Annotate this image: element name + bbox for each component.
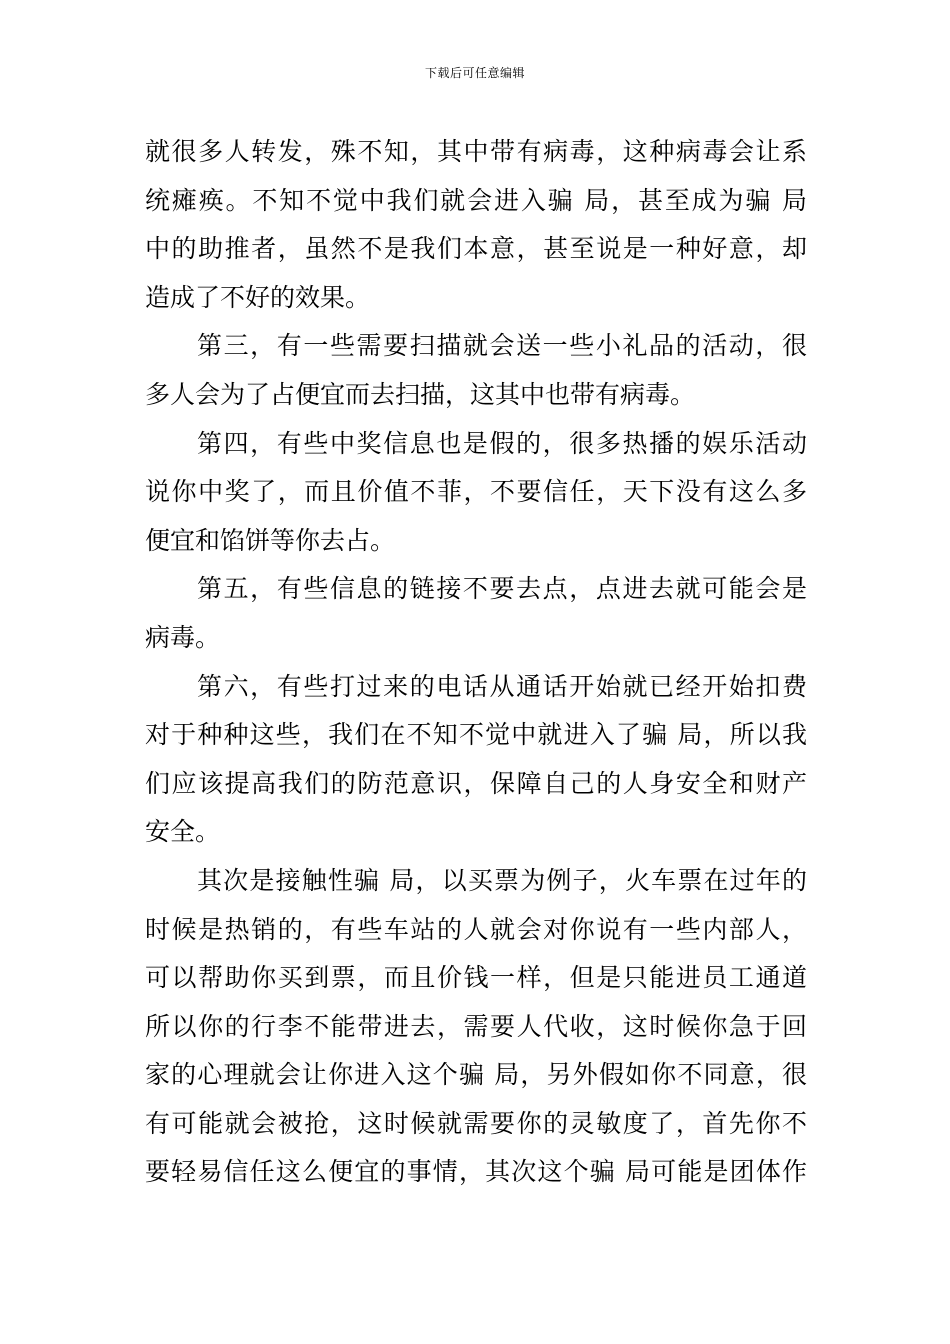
text-line: 有可能就会被抢，这时候就需要你的灵敏度了，首先你不: [145, 1108, 807, 1138]
page-header: 下载后可任意编辑: [424, 66, 525, 80]
text-line: 就很多人转发，殊不知，其中带有病毒，这种病毒会让系: [145, 137, 807, 166]
text-line: 便宜和馅饼等你去占。: [145, 525, 396, 555]
text-line: 们应该提高我们的防范意识，保障自己的人身安全和财产: [145, 768, 807, 798]
text-line: 家的心理就会让你进入这个骗 局，另外假如你不同意，很: [145, 1060, 807, 1090]
text-line: 要轻易信任这么便宜的事情，其次这个骗 局可能是团体作: [145, 1157, 807, 1187]
text-line: 可以帮助你买到票，而且价钱一样，但是只能进员工通道: [145, 963, 807, 993]
text-line: 病毒。: [145, 622, 221, 652]
text-line: 其次是接触性骗 局，以买票为例子，火车票在过年的: [197, 865, 807, 895]
text-line: 第四，有些中奖信息也是假的，很多热播的娱乐活动: [197, 428, 807, 458]
text-line: 时候是热销的，有些车站的人就会对你说有一些内部人，: [145, 914, 807, 944]
text-line: 对于种种这些，我们在不知不觉中就进入了骗 局，所以我: [145, 720, 807, 750]
text-line: 第六，有些打过来的电话从通话开始就已经开始扣费: [197, 671, 807, 701]
text-line: 中的助推者，虽然不是我们本意，甚至说是一种好意，却: [145, 234, 807, 264]
text-line: 多人会为了占便宜而去扫描，这其中也带有病毒。: [145, 379, 696, 409]
text-line: 造成了不好的效果。: [145, 282, 371, 312]
document-body: [145, 128, 807, 1197]
text-line: 说你中奖了，而且价值不菲，不要信任，天下没有这么多: [145, 477, 807, 507]
text-line: 所以你的行李不能带进去，需要人代收，这时候你急于回: [145, 1011, 807, 1041]
text-line: 第五，有些信息的链接不要去点，点进去就可能会是: [197, 574, 807, 604]
text-line: 安全。: [145, 817, 221, 847]
text-line: 统瘫痪。不知不觉中我们就会进入骗 局，甚至成为骗 局: [145, 185, 807, 215]
text-line: 第三，有一些需要扫描就会送一些小礼品的活动，很: [197, 331, 807, 361]
